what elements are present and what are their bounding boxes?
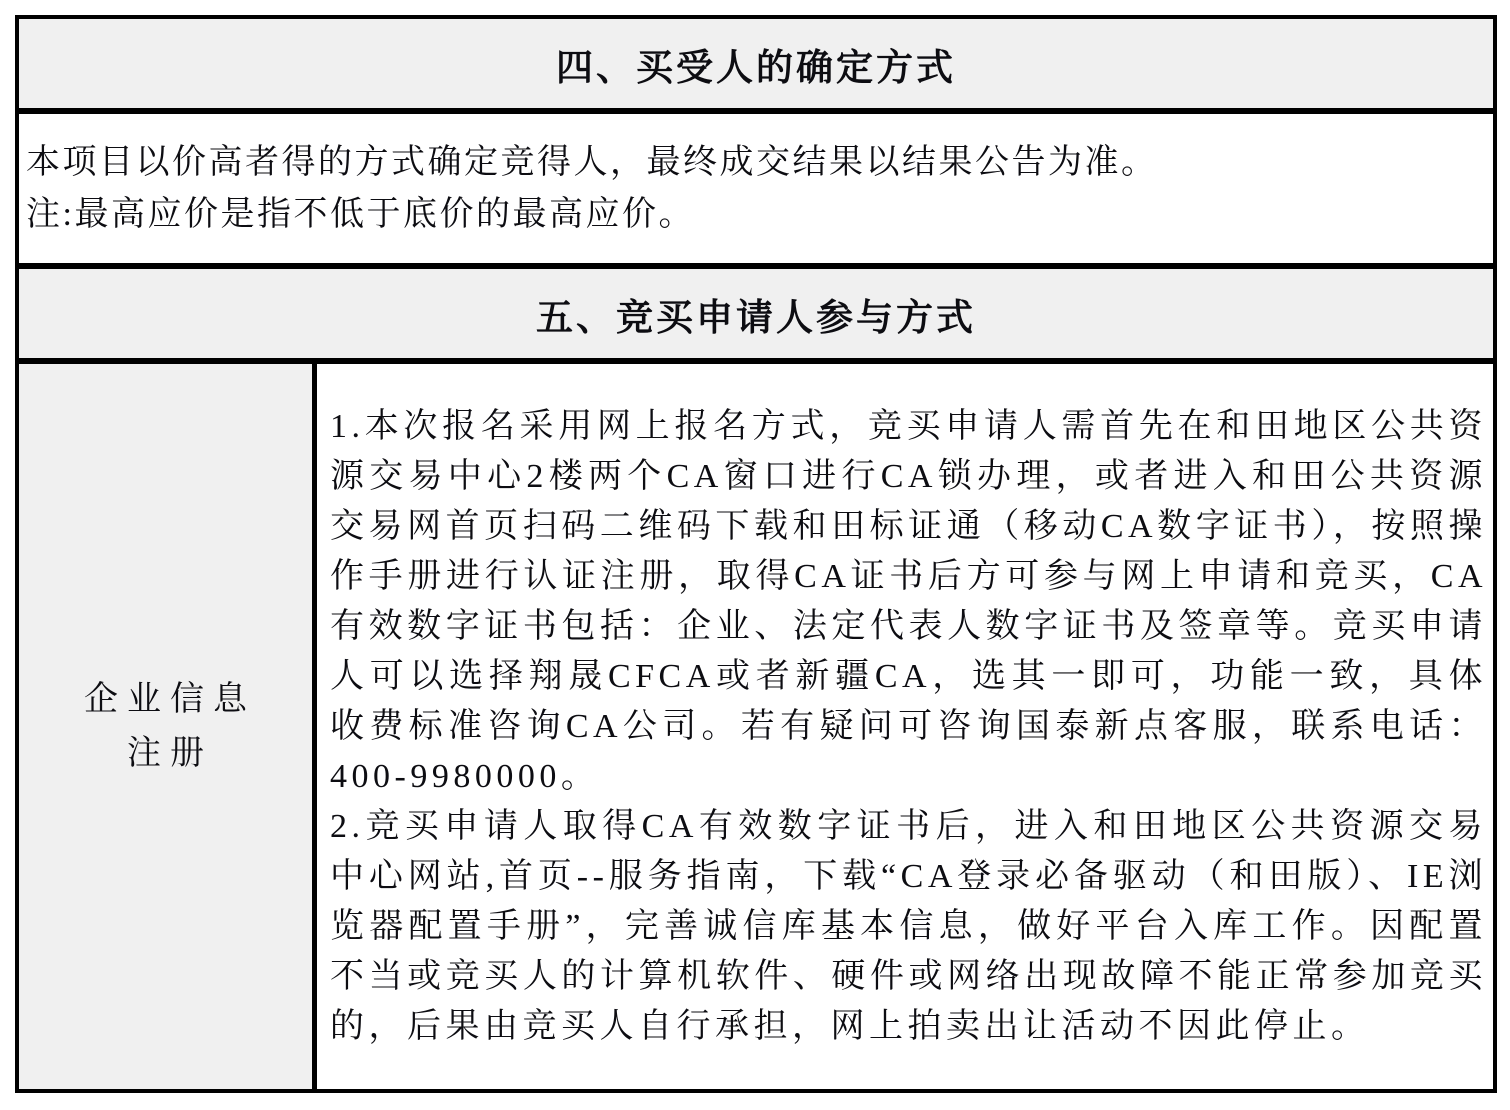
section5-title: 五、竞买申请人参与方式 bbox=[536, 297, 976, 339]
document-table bbox=[15, 15, 1497, 1093]
registration-label-line-2: 注册 bbox=[127, 734, 213, 772]
section4-body-cell bbox=[19, 114, 1493, 269]
registration-paragraph-2: 2.竞买申请人取得CA有效数字证书后，进入和田地区公共资源交易中心网站,首页--服务指南，下载“CA登录必备驱动（和田版）、IE浏览器配置手册”，完善诚信库基本信息，做好平台入库工作。因配置不当或竞买人的计算机软件、硬件或网络出现故障不能正常参加竞买的，后果由竞买人自行承担，网上拍卖出让活动不因此停止。 bbox=[330, 807, 1487, 1045]
section4-header-row bbox=[19, 19, 1493, 114]
registration-row bbox=[19, 364, 1493, 1089]
registration-paragraph-1: 1.本次报名采用网上报名方式，竞买申请人需首先在和田地区公共资源交易中心2楼两个CA窗口进行CA锁办理，或者进入和田公共资源交易网首页扫码二维码下载和田标证通（移动CA数字证书），按照操作手册进行认证注册，取得CA证书后方可参与网上申请和竞买，CA有效数字证书包括：企业、法定代表人数字证书及签章等。竞买申请人可以选择翔晟CFCA或者新疆CA，选其一即可，功能一致，具体收费标准咨询CA公司。若有疑问可咨询国泰新点客服，联系电话：400-9980000。 bbox=[330, 407, 1487, 795]
section5-header-row bbox=[19, 269, 1493, 364]
registration-content-cell bbox=[317, 364, 1493, 1089]
registration-label-line-1: 企业信息 bbox=[84, 680, 256, 718]
section4-title: 四、买受人的确定方式 bbox=[556, 47, 956, 89]
registration-label-cell bbox=[19, 364, 317, 1089]
section4-body-line-1: 本项目以价高者得的方式确定竞得人，最终成交结果以结果公告为准。 bbox=[26, 143, 1158, 181]
section4-body-line-2: 注:最高应价是指不低于底价的最高应价。 bbox=[26, 195, 695, 233]
